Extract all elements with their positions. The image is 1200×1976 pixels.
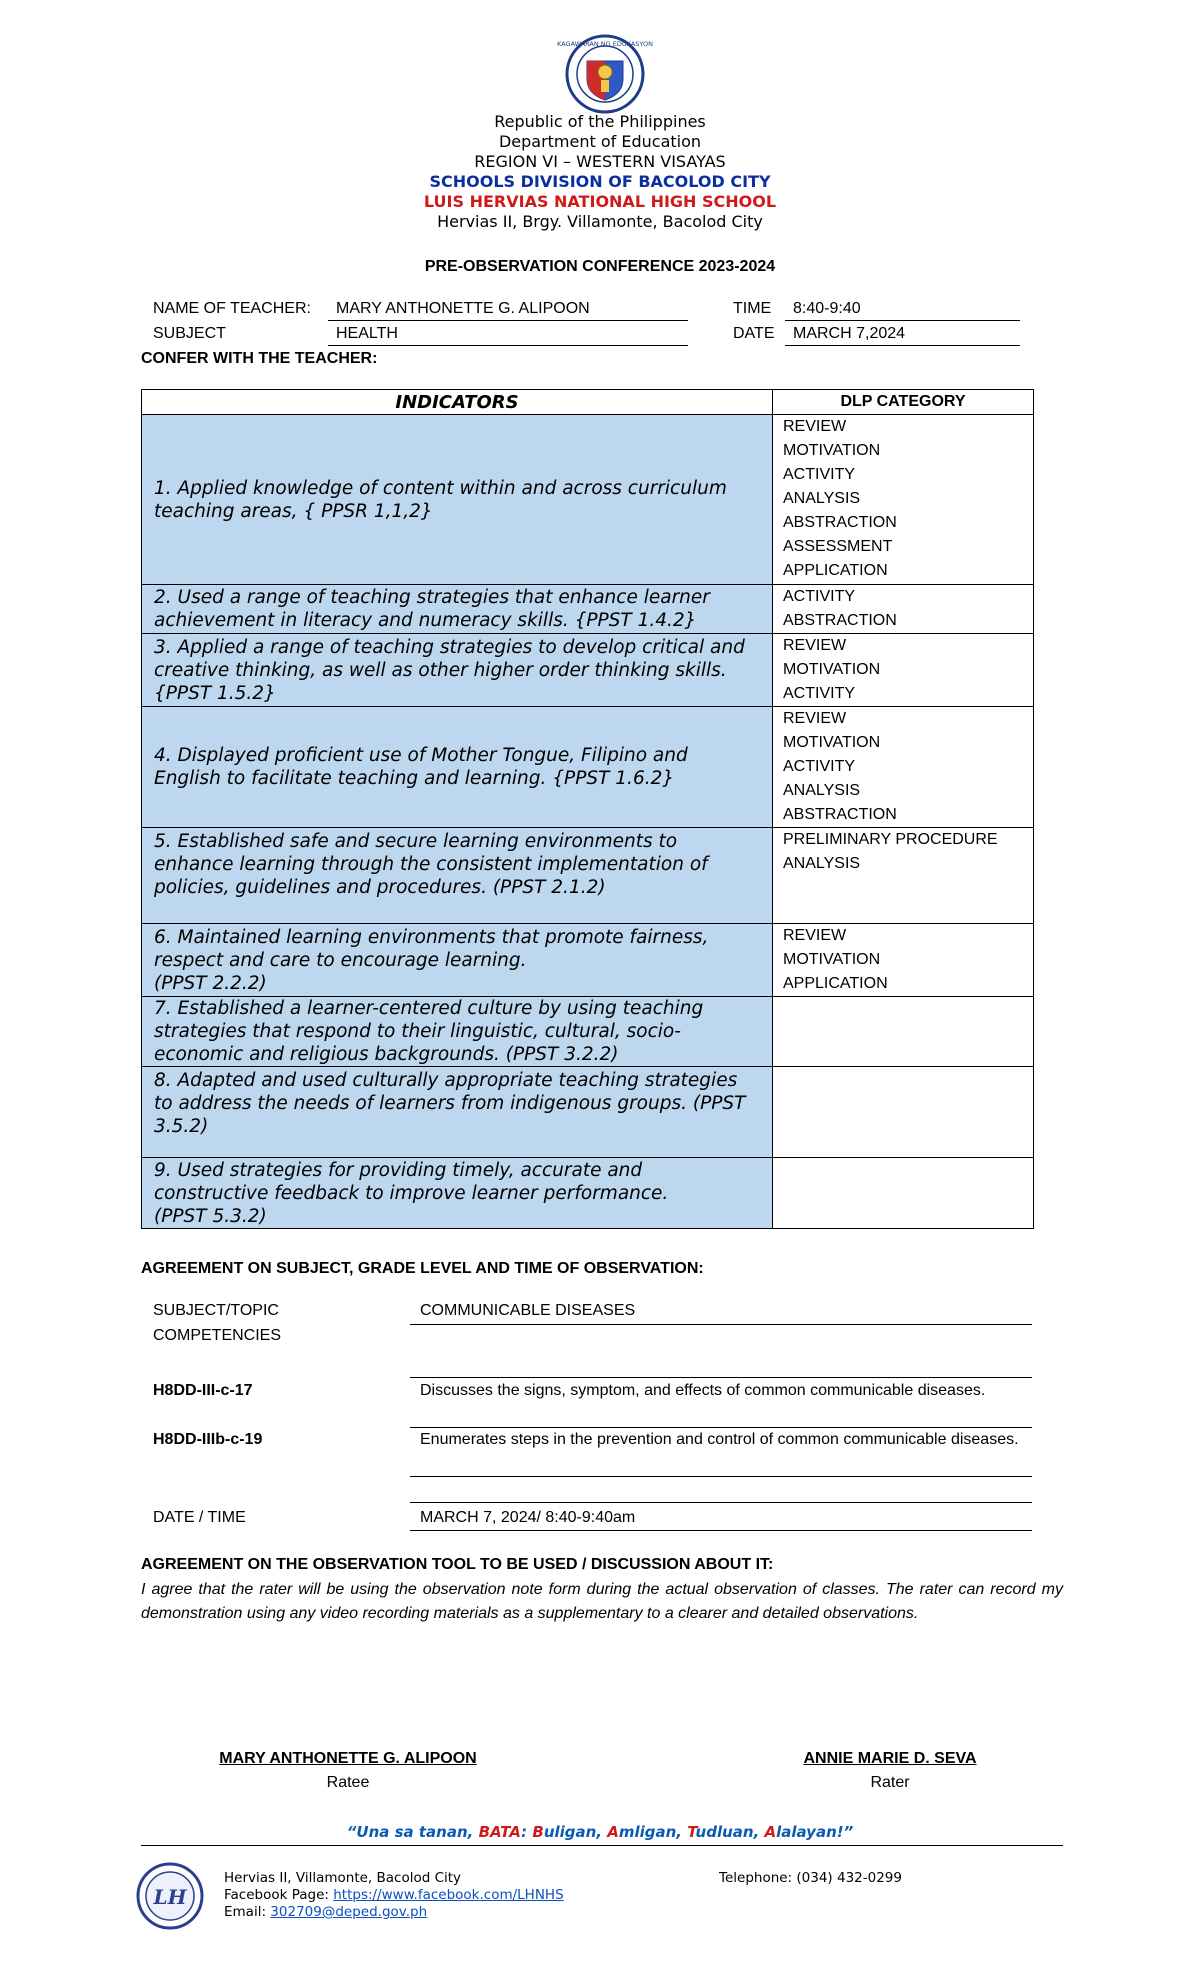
time-value: 8:40-9:40 <box>785 298 1020 321</box>
category-cell: REVIEW MOTIVATION ACTIVITY ANALYSIS ABSTRACTION ASSESSMENT APPLICATION <box>773 415 1034 585</box>
facebook-link[interactable]: https://www.facebook.com/LHNHS <box>333 1887 564 1903</box>
category-cell <box>773 1067 1034 1158</box>
deped-seal-icon <box>557 34 653 114</box>
indicator-cell: 9. Used strategies for providing timely, accurate and constructive feedback to improve learner performance. (PPST 5.3.2) <box>142 1158 773 1229</box>
datetime-underline <box>410 1530 1032 1531</box>
email-link[interactable]: 302709@deped.gov.ph <box>270 1904 428 1920</box>
col-indicators-header: INDICATORS <box>142 390 773 415</box>
table-row <box>142 997 1034 1067</box>
school-logo-icon <box>136 1862 204 1930</box>
seal-text: KAGAWARAN NG EDUKASYON <box>557 40 653 48</box>
indicators-table <box>141 389 1034 1229</box>
date-label: DATE <box>733 325 775 342</box>
competency-rule <box>410 1377 1032 1378</box>
competency-text-1: Discusses the signs, symptom, and effects of common communicable diseases. <box>420 1382 986 1399</box>
school-motto: “Una sa tanan, BATA: Buligan, Amligan, Tudluan, Alalayan!” <box>346 1823 854 1841</box>
footer-address: Hervias II, Villamonte, Bacolod City <box>224 1870 462 1886</box>
subject-topic-label: SUBJECT/TOPIC <box>153 1302 279 1319</box>
header-school: LUIS HERVIAS NATIONAL HIGH SCHOOL <box>423 192 777 211</box>
header-region: REGION VI – WESTERN VISAYAS <box>474 152 726 171</box>
page-title: PRE-OBSERVATION CONFERENCE 2023-2024 <box>424 258 776 275</box>
school-logo-text: LH <box>153 1885 187 1909</box>
header-address: Hervias II, Brgy. Villamonte, Bacolod City <box>437 212 763 231</box>
competency-text-2: Enumerates steps in the prevention and control of common communicable diseases. <box>420 1431 1019 1448</box>
competency-code-1: H8DD-III-c-17 <box>153 1382 253 1399</box>
tool-agreement-title: AGREEMENT ON THE OBSERVATION TOOL TO BE USED / DISCUSSION ABOUT IT: <box>141 1556 774 1573</box>
subject-label: SUBJECT <box>153 325 226 342</box>
indicator-cell: 1. Applied knowledge of content within and across curriculum teaching areas, { PPSR 1,1,2} <box>142 415 773 585</box>
table-row <box>142 1067 1034 1158</box>
footer-email: Email: 302709@deped.gov.ph <box>224 1904 428 1920</box>
table-row <box>142 924 1034 997</box>
teacher-value: MARY ANTHONETTE G. ALIPOON <box>328 298 688 321</box>
agreement-title: AGREEMENT ON SUBJECT, GRADE LEVEL AND TIME OF OBSERVATION: <box>141 1260 704 1277</box>
col-category-header: DLP CATEGORY <box>773 390 1034 415</box>
competencies-label: COMPETENCIES <box>153 1327 282 1344</box>
datetime-label: DATE / TIME <box>153 1509 246 1526</box>
subject-topic-value: COMMUNICABLE DISEASES <box>420 1302 636 1319</box>
datetime-top-rule <box>410 1502 1032 1503</box>
tool-agreement-text: I agree that the rater will be using the observation note form during the actual observation of classes. The rater can record my demonstration using any video recording materials as a supplementary to a clearer and detailed observations. <box>141 1581 1063 1622</box>
indicator-cell: 5. Established safe and secure learning environments to enhance learning through the consistent implementation of policies, guidelines and procedures. (PPST 2.1.2) <box>142 828 773 924</box>
category-cell: REVIEW MOTIVATION ACTIVITY <box>773 634 1034 707</box>
rater-name: ANNIE MARIE D. SEVA <box>803 1750 977 1767</box>
header-department: Department of Education <box>498 132 702 151</box>
table-header-row <box>142 390 1034 415</box>
indicator-cell: 7. Established a learner-centered culture by using teaching strategies that respond to their linguistic, cultural, socio-economic and religious backgrounds. (PPST 3.2.2) <box>142 997 773 1067</box>
competency-code-2: H8DD-IIIb-c-19 <box>153 1431 263 1448</box>
category-cell: REVIEW MOTIVATION APPLICATION <box>773 924 1034 997</box>
datetime-value: MARCH 7, 2024/ 8:40-9:40am <box>420 1509 636 1526</box>
category-cell: REVIEW MOTIVATION ACTIVITY ANALYSIS ABSTRACTION <box>773 707 1034 828</box>
indicator-cell: 6. Maintained learning environments that promote fairness, respect and care to encourage learning. (PPST 2.2.2) <box>142 924 773 997</box>
confer-label: CONFER WITH THE TEACHER: <box>141 350 378 367</box>
subject-value: HEALTH <box>328 323 688 346</box>
table-row <box>142 634 1034 707</box>
rater-role: Rater <box>870 1774 910 1791</box>
ratee-role: Ratee <box>326 1774 370 1791</box>
footer-divider <box>141 1845 1063 1846</box>
header-division: SCHOOLS DIVISION OF BACOLOD CITY <box>429 172 771 191</box>
category-cell <box>773 997 1034 1067</box>
indicator-cell: 3. Applied a range of teaching strategies to develop critical and creative thinking, as well as other higher order thinking skills. {PPST 1.5.2} <box>142 634 773 707</box>
footer-facebook: Facebook Page: https://www.facebook.com/LHNHS <box>224 1887 564 1903</box>
category-cell: ACTIVITY ABSTRACTION <box>773 585 1034 634</box>
table-row <box>142 415 1034 585</box>
table-row <box>142 707 1034 828</box>
indicator-cell: 4. Displayed proficient use of Mother Tongue, Filipino and English to facilitate teaching and learning. {PPST 1.6.2} <box>142 707 773 828</box>
header-republic: Republic of the Philippines <box>494 112 706 131</box>
category-cell: PRELIMINARY PROCEDURE ANALYSIS <box>773 828 1034 924</box>
date-value: MARCH 7,2024 <box>785 323 1020 346</box>
indicator-cell: 8. Adapted and used culturally appropriate teaching strategies to address the needs of learners from indigenous groups. (PPST 3.5.2) <box>142 1067 773 1158</box>
table-row <box>142 828 1034 924</box>
category-cell <box>773 1158 1034 1229</box>
indicator-cell: 2. Used a range of teaching strategies that enhance learner achievement in literacy and numeracy skills. {PPST 1.4.2} <box>142 585 773 634</box>
time-label: TIME <box>733 300 772 317</box>
subject-topic-underline <box>410 1324 1032 1325</box>
competency-rule <box>410 1476 1032 1477</box>
table-row <box>142 585 1034 634</box>
ratee-name: MARY ANTHONETTE G. ALIPOON <box>219 1750 477 1767</box>
teacher-label: NAME OF TEACHER: <box>153 300 311 317</box>
table-row <box>142 1158 1034 1229</box>
footer-telephone: Telephone: (034) 432-0299 <box>719 1870 902 1886</box>
